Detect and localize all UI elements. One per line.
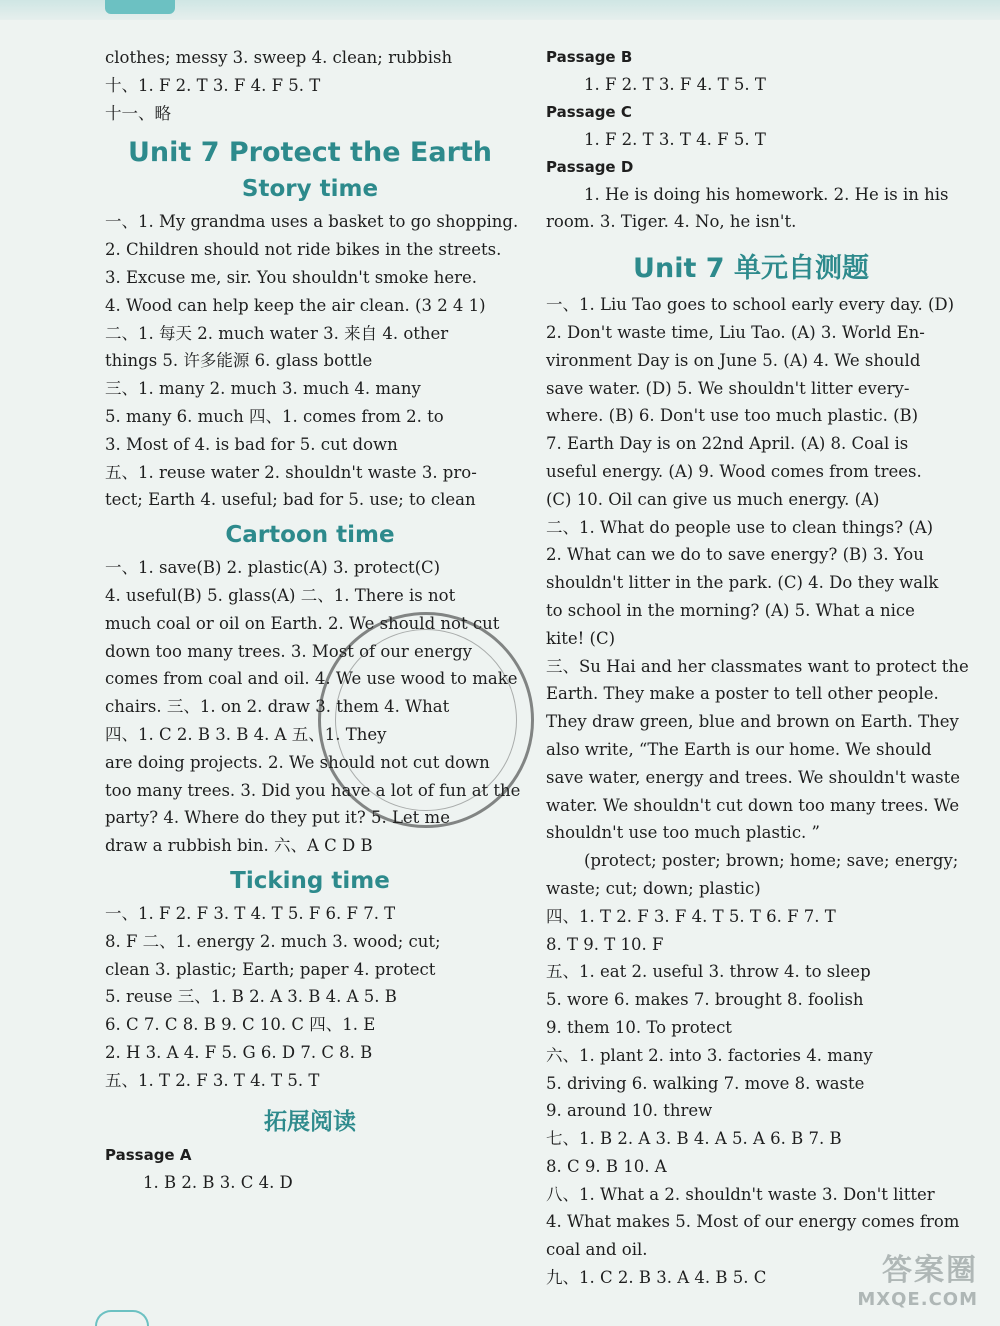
text-line: water. We shouldn't cut down too many trees. We [546,795,960,815]
text-line: kite! (C) [546,628,616,648]
section-title-story-time: Story time [241,176,379,203]
text-line: things 5. 许多能源 6. glass bottle [105,351,373,371]
text-line: (C) 10. Oil can give us much energy. (A) [546,489,880,509]
text-line: 4. useful(B) 5. glass(A) 二、1. There is not [105,585,456,605]
text-line: 三、1. many 2. much 3. much 4. many [105,379,421,399]
text-line: much coal or oil on Earth. 2. We should not cut [105,613,500,633]
watermark-text: 答案圈 [882,1253,978,1288]
text-line: too many trees. 3. Did you have a lot of fun at the [105,780,521,800]
text-line: 9. them 10. To protect [546,1017,732,1037]
text-line: 一、1. save(B) 2. plastic(A) 3. protect(C) [105,558,441,578]
text-line: save water. (D) 5. We shouldn't litter every- [546,378,910,398]
text-line: 九、1. C 2. B 3. A 4. B 5. C [546,1268,767,1288]
section-title-cartoon-time: Cartoon time [225,522,395,549]
text-line: 五、1. eat 2. useful 3. throw 4. to sleep [546,962,871,982]
right-column [546,44,969,1292]
text-line: 2. What can we do to save energy? (B) 3. You [546,545,924,565]
text-line: to school in the morning? (A) 5. What a nice [546,600,915,620]
text-line: 7. Earth Day is on 22nd April. (A) 8. Coal is [546,434,909,454]
text-line: 6. C 7. C 8. B 9. C 10. C 四、1. E [105,1015,376,1035]
text-line: 三、Su Hai and her classmates want to protect the [546,656,969,676]
text-line: 3. Excuse me, sir. You shouldn't smoke here. [105,267,478,287]
text-line: 一、1. F 2. F 3. T 4. T 5. F 6. F 7. T [105,903,396,923]
text-line: tect; Earth 4. useful; bad for 5. use; to clean [105,490,476,510]
word-bank: (protect; poster; brown; home; save; energy; [584,851,959,871]
text-line: 4. What makes 5. Most of our energy comes from [546,1212,960,1232]
header-tab [105,0,175,14]
passage-d-label: Passage D [546,157,634,176]
site-watermark [857,1245,978,1310]
text-line: 5. many 6. much 四、1. comes from 2. to [105,406,444,426]
passage-d-line: 1. He is doing his homework. 2. He is in his [584,184,949,204]
text-line: party? 4. Where do they put it? 5. Let me [105,808,450,828]
text-line: 8. C 9. B 10. A [546,1156,667,1176]
text-line: clothes; messy 3. sweep 4. clean; rubbish [105,48,453,67]
passage-b-label: Passage B [546,48,633,66]
page-corner-ornament [95,1310,149,1326]
text-line: 十、1. F 2. T 3. F 4. F 5. T [105,75,321,95]
passage-a-answers: 1. B 2. B 3. C 4. D [143,1172,293,1192]
text-line: 六、1. plant 2. into 3. factories 4. many [546,1045,873,1065]
text-line: vironment Day is on June 5. (A) 4. We should [546,350,921,370]
text-line: 8. T 9. T 10. F [546,934,664,954]
text-line: 八、1. What a 2. shouldn't waste 3. Don't litter [546,1184,935,1204]
watermark-url: MXQE.COM [857,1289,978,1310]
text-line: down too many trees. 3. Most of our energy [105,641,472,661]
section-title-extended-reading: 拓展阅读 [264,1108,356,1135]
passage-d-line: room. 3. Tiger. 4. No, he isn't. [546,212,797,232]
text-line: 一、1. Liu Tao goes to school early every day. (D) [546,295,955,315]
text-line: useful energy. (A) 9. Wood comes from trees. [546,461,922,481]
text-line: 5. reuse 三、1. B 2. A 3. B 4. A 5. B [105,987,397,1007]
text-line: 3. Most of 4. is bad for 5. cut down [105,434,398,454]
text-line: 4. Wood can help keep the air clean. (3 2 4 1) [105,295,486,315]
text-line: are doing projects. 2. We should not cut down [105,752,490,772]
text-line: save water, energy and trees. We shouldn't waste [546,767,960,787]
header-strip [0,0,1000,20]
text-line: 9. around 10. threw [546,1101,713,1121]
text-line: 四、1. C 2. B 3. B 4. A 五、1. They [105,724,387,744]
text-line: where. (B) 6. Don't use too much plastic. (B) [546,406,919,426]
text-line: shouldn't litter in the park. (C) 4. Do they walk [546,573,939,593]
text-line: also write, “The Earth is our home. We should [546,739,932,759]
text-line: draw a rubbish bin. 六、A C D B [105,836,373,856]
text-line: Earth. They make a poster to tell other people. [546,684,939,704]
section-title-ticking-time: Ticking time [230,867,390,894]
text-line: 5. driving 6. walking 7. move 8. waste [546,1073,865,1093]
text-line: 5. wore 6. makes 7. brought 8. foolish [546,990,864,1010]
text-line: 2. Don't waste time, Liu Tao. (A) 3. World En- [546,322,925,342]
passage-c-label: Passage C [546,102,632,121]
text-line: chairs. 三、1. on 2. draw 3. them 4. What [105,697,450,717]
text-line: comes from coal and oil. 4. We use wood to make [105,669,518,689]
text-line: 四、1. T 2. F 3. F 4. T 5. T 6. F 7. T [546,906,836,926]
left-column [105,44,521,1196]
unit-title: Unit 7 Protect the Earth [127,137,493,169]
text-line: 二、1. What do people use to clean things? (A) [546,517,934,537]
text-line: 一、1. My grandma uses a basket to go shopping. [105,212,519,232]
text-line: shouldn't use too much plastic. ” [546,823,820,843]
text-line: 8. F 二、1. energy 2. much 3. wood; cut; [105,931,441,951]
text-line: 五、1. T 2. F 3. T 4. T 5. T [105,1070,320,1090]
passage-b-answers: 1. F 2. T 3. F 4. T 5. T [584,75,766,94]
text-line: They draw green, blue and brown on Earth. They [546,712,959,732]
text-line: clean 3. plastic; Earth; paper 4. protect [105,959,436,979]
word-bank: waste; cut; down; plastic) [546,878,761,898]
text-line: 二、1. 每天 2. much water 3. 来自 4. other [105,323,449,343]
text-line: coal and oil. [546,1240,648,1260]
passage-a-label: Passage A [105,1145,192,1164]
passage-c-answers: 1. F 2. T 3. T 4. F 5. T [584,129,766,149]
text-line: 2. Children should not ride bikes in the streets. [105,240,502,260]
text-line: 十一、略 [105,103,171,123]
unit-test-title: Unit 7 单元自测题 [633,253,869,285]
text-line: 七、1. B 2. A 3. B 4. A 5. A 6. B 7. B [546,1129,842,1149]
text-line: 2. H 3. A 4. F 5. G 6. D 7. C 8. B [105,1042,373,1062]
text-line: 五、1. reuse water 2. shouldn't waste 3. pro- [105,462,477,482]
